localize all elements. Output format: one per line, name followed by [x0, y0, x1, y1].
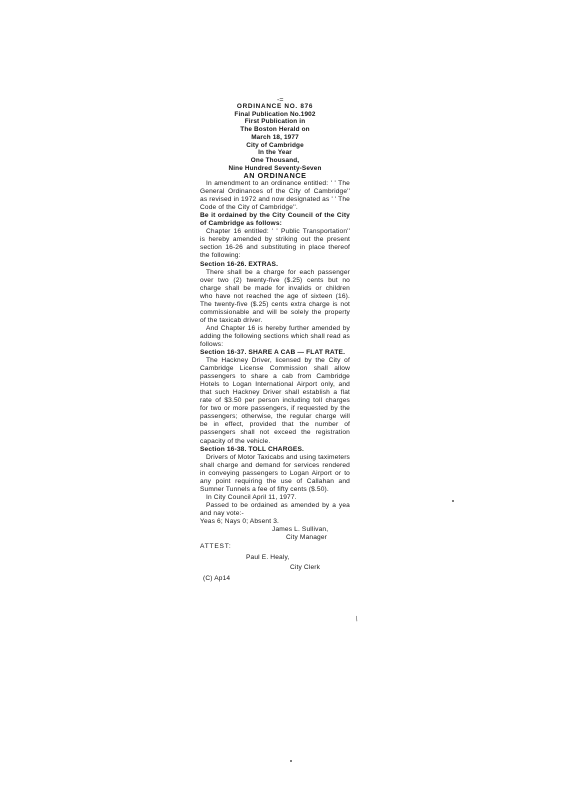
passed-statement: Passed to be ordained as amended by a yea and nay vote:- — [200, 501, 350, 517]
scan-mark-slash: / — [354, 615, 360, 624]
publication-code: (C) Ap14 — [203, 575, 231, 583]
publication-date: March 18, 1977 — [251, 133, 299, 141]
section-16-37-heading: Section 16-37. SHARE A CAB — FLAT RATE. — [200, 349, 346, 357]
city-name: City of Cambridge — [246, 141, 304, 149]
intro-paragraph: In amendment to an ordinance entitled: ' ' The General Ordinances of the City of Cambridge'' as revised in 1972 and now designated as ' ' The Code of the City of Cambridge''. — [200, 180, 350, 212]
section-16-26-heading: Section 16-26. EXTRAS. — [200, 260, 279, 268]
enacting-clause: Be it ordained by the City Council of the City of Cambridge as follows: — [200, 212, 350, 228]
year-line-1: In the Year — [258, 149, 292, 157]
year-line-3: Nine Hundred Seventy-Seven — [228, 164, 322, 172]
scan-speck — [452, 500, 454, 502]
scan-speck — [290, 760, 292, 762]
city-clerk-name: Paul E. Healy, — [246, 554, 290, 562]
ordinance-number: ORDINANCE NO. 876 — [236, 103, 314, 110]
city-clerk-title: City Clerk — [290, 564, 321, 572]
publication-paper: The Boston Herald on — [240, 126, 310, 134]
section-16-38-heading: Section 16-38. TOLL CHARGES. — [200, 445, 304, 453]
ordinance-title: AN ORDINANCE — [243, 171, 307, 181]
council-date: In City Council April 11, 1977. — [206, 493, 297, 501]
city-manager-title: City Manager — [286, 534, 328, 542]
vote-tally: Yeas 6; Nays 0; Absent 3. — [200, 518, 280, 525]
chapter-clause: Chapter 16 entitled: ' ' Public Transportation'' is hereby amended by striking out the present section 16-26 and substituting in place thereof the following: — [200, 228, 350, 260]
further-amendment: And Chapter 16 is hereby further amended by adding the following sections which shall read as follows: — [200, 324, 350, 348]
scan-mark-top: -= — [277, 97, 284, 104]
section-16-37-body: The Hackney Driver, licensed by the City of Cambridge License Commission shall allow passengers to share a cab from Cambridge Hotels to Logan International Airport only, and that such Hackney Driver shall establish a flat rate of $3.50 per person including toll charges for two or more passengers, if requested by the passengers; otherwise, the regular charge will be in effect, provided that the number of passengers shall not exceed the registration capacity of the vehicle. — [200, 357, 350, 445]
section-16-26-body: There shall be a charge for each passenger over two (2) twenty-five ($.25) cents but no charge shall be made for invalids or children who have not reached the age of sixteen (16). The twenty-five ($.25) cents extra charge is not commissionable and will be solely the property of the taxicab driver. — [200, 268, 350, 324]
first-publication: First Publication in — [244, 118, 306, 126]
final-publication: Final Publication No.1902 — [234, 110, 316, 118]
year-line-2: One Thousand, — [250, 156, 300, 164]
section-16-38-body: Drivers of Motor Taxicabs and using taximeters shall charge and demand for services rendered in conveying passengers to Logan Airport or to any point requiring the use of Callahan and Sumner Tunnels a fee of fifty cents ($.50). — [200, 453, 350, 493]
city-manager-name: James L. Sullivan, — [272, 526, 329, 534]
attest-label: ATTEST: — [200, 543, 232, 551]
newspaper-clipping — [200, 103, 350, 583]
